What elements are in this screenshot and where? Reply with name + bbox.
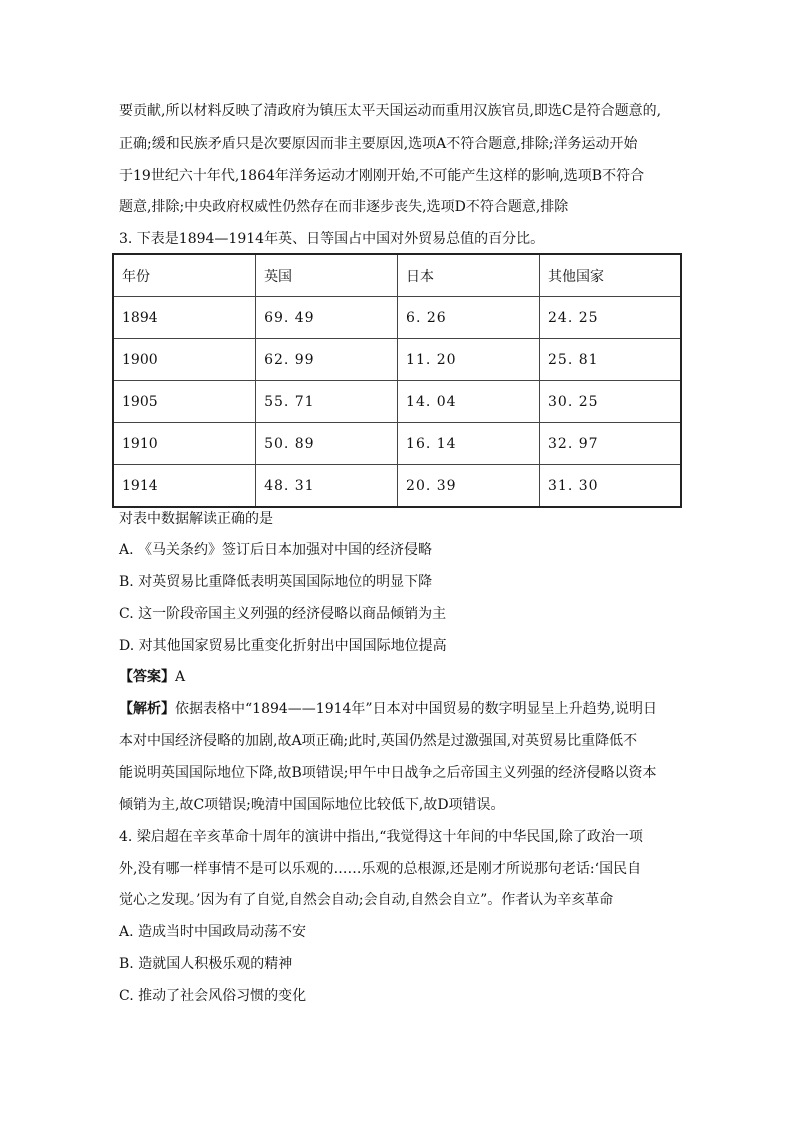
table-cell: 32. 97 xyxy=(540,423,682,465)
question-3-stem: 3. 下表是1894—1914年英、日等国占中国对外贸易总值的百分比。 xyxy=(119,231,545,247)
question-3-option-c: C. 这一阶段帝国主义列强的经济侵略以商品倾销为主 xyxy=(119,606,447,622)
table-cell: 50. 89 xyxy=(256,423,398,465)
analysis-line: 倾销为主,故C项错误;晚清中国国际地位比较低下,故D项错误。 xyxy=(119,797,505,813)
analysis-line xyxy=(119,700,657,718)
table-cell-year: 1905 xyxy=(113,381,256,423)
prev-analysis-line: 正确;缓和民族矛盾只是次要原因而非主要原因,选项A不符合题意,排除;洋务运动开始 xyxy=(119,136,638,152)
prev-analysis-line: 要贡献,所以材料反映了清政府为镇压太平天国运动而重用汉族官员,即选C是符合题意的, xyxy=(119,103,662,119)
table-cell: 14. 04 xyxy=(398,381,540,423)
question-4-stem-line: 觉心之发现。’因为有了自觉,自然会自动;会自动,自然会自立”。作者认为辛亥革命 xyxy=(119,892,614,908)
analysis-text: 依据表格中“1894——1914年”日本对中国贸易的数字明显呈上升趋势,说明日 xyxy=(175,701,658,717)
answer-tag: 【答案】 xyxy=(119,669,175,685)
trade-percentage-table xyxy=(112,253,682,508)
question-3-option-d: D. 对其他国家贸易比重变化折射出中国国际地位提高 xyxy=(119,638,447,654)
table-cell-year: 1914 xyxy=(113,465,256,508)
table-cell: 55. 71 xyxy=(256,381,398,423)
table-cell: 30. 25 xyxy=(540,381,682,423)
answer-value: A xyxy=(175,669,186,685)
table-cell: 11. 20 xyxy=(398,339,540,381)
table-cell: 48. 31 xyxy=(256,465,398,508)
table-cell: 69. 49 xyxy=(256,297,398,339)
table-cell: 20. 39 xyxy=(398,465,540,508)
prev-analysis-line: 于19世纪六十年代,1864年洋务运动才刚刚开始,不可能产生这样的影响,选项B不符合 xyxy=(119,168,645,184)
question-3-option-a: A. 《马关条约》签订后日本加强对中国的经济侵略 xyxy=(119,542,433,558)
analysis-line: 能说明英国国际地位下降,故B项错误;甲午中日战争之后帝国主义列强的经济侵略以资本 xyxy=(119,765,657,781)
question-4-option-a: A. 造成当时中国政局动荡不安 xyxy=(119,924,307,940)
table-header-row xyxy=(113,254,681,297)
table-cell: 6. 26 xyxy=(398,297,540,339)
table-cell: 24. 25 xyxy=(540,297,682,339)
table-cell: 31. 30 xyxy=(540,465,682,508)
table-row xyxy=(113,423,681,465)
table-cell: 16. 14 xyxy=(398,423,540,465)
question-4-stem-line: 4. 梁启超在辛亥革命十周年的演讲中指出,“我觉得这十年间的中华民国,除了政治一项 xyxy=(119,829,643,845)
question-4-option-b: B. 造就国人积极乐观的精神 xyxy=(119,956,293,972)
prev-analysis-line: 题意,排除;中央政府权威性仍然存在而非逐步丧失,选项D不符合题意,排除 xyxy=(119,199,569,215)
table-row xyxy=(113,339,681,381)
table-header-cell: 年份 xyxy=(113,254,256,297)
question-3-prompt: 对表中数据解读正确的是 xyxy=(119,511,273,527)
analysis-line: 本对中国经济侵略的加剧,故A项正确;此时,英国仍然是过激强国,对英贸易比重降低不 xyxy=(119,733,638,749)
table-cell-year: 1894 xyxy=(113,297,256,339)
table-row xyxy=(113,297,681,339)
table-cell-year: 1900 xyxy=(113,339,256,381)
table-row xyxy=(113,465,681,508)
table-header-cell: 日本 xyxy=(398,254,540,297)
table-cell-year: 1910 xyxy=(113,423,256,465)
question-3-option-b: B. 对英贸易比重降低表明英国国际地位的明显下降 xyxy=(119,574,433,590)
table-row xyxy=(113,381,681,423)
answer-line xyxy=(119,668,185,686)
analysis-tag: 【解析】 xyxy=(119,701,175,717)
question-4-stem-line: 外,没有哪一样事情不是可以乐观的……乐观的总根源,还是刚才所说那句老话:‘国民自 xyxy=(119,861,642,877)
table-cell: 62. 99 xyxy=(256,339,398,381)
table-header-cell: 其他国家 xyxy=(540,254,682,297)
table-header-cell: 英国 xyxy=(256,254,398,297)
table-cell: 25. 81 xyxy=(540,339,682,381)
question-4-option-c: C. 推动了社会风俗习惯的变化 xyxy=(119,988,307,1004)
